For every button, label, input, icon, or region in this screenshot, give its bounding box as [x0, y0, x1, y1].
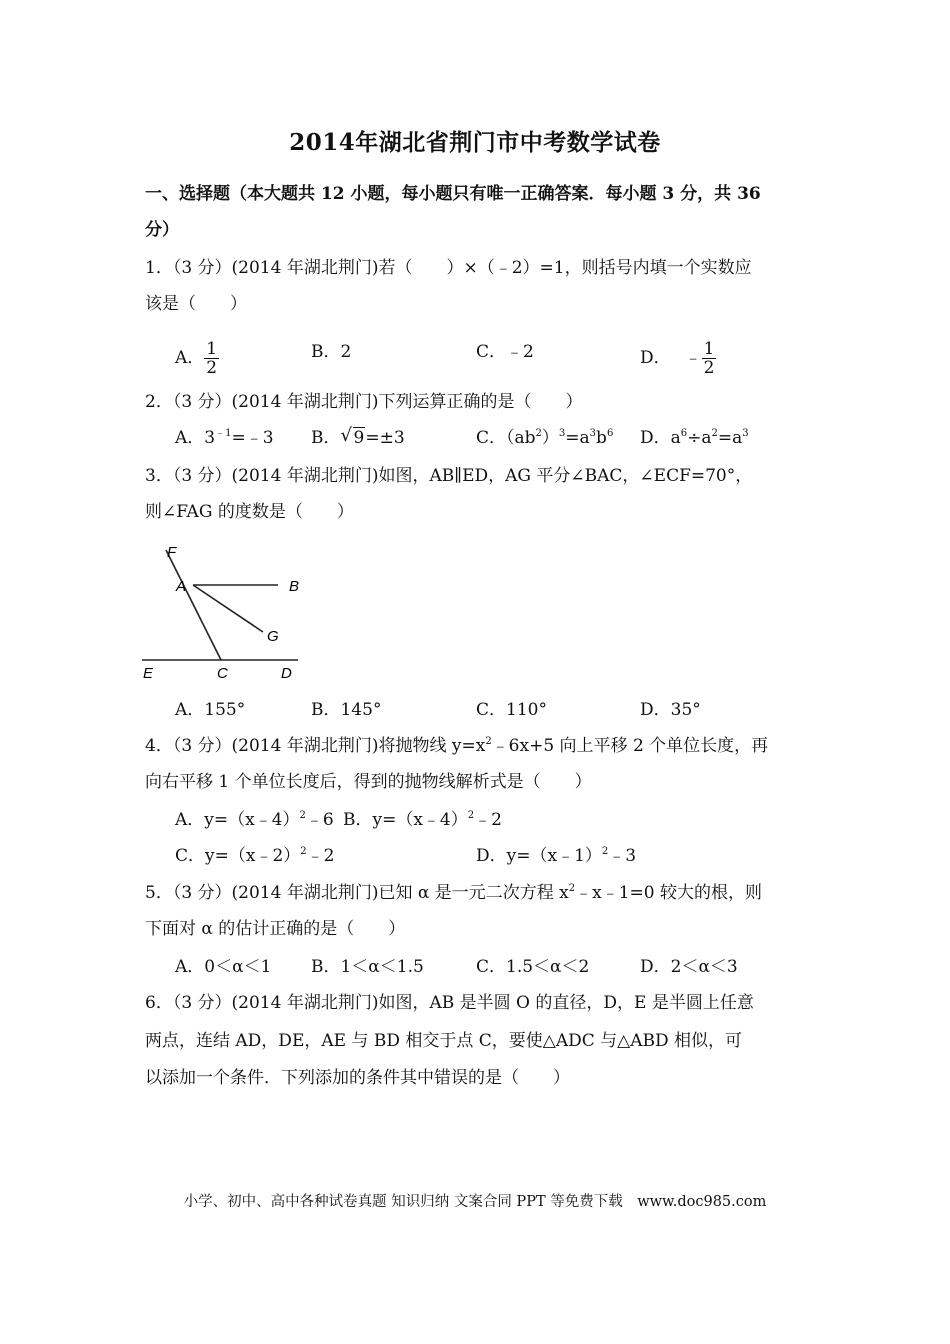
q4-exponent: 2 — [485, 736, 492, 747]
question-5-text-cont: 下面对 α 的估计正确的是（ ） — [145, 919, 406, 939]
q2-b-label: B． — [311, 428, 341, 448]
q2-c-exp2: 3 — [558, 428, 566, 439]
question-1-text: 1．（3 分）(2014 年湖北荆门)若（ ）×（﹣2）=1，则括号内填一个实数应 — [145, 258, 752, 278]
q4-option-d — [476, 844, 636, 868]
q4-d-part: D．y=（x﹣1） — [476, 846, 602, 866]
q2-option-b — [311, 426, 405, 450]
section-heading: 一、选择题（本大题共 12 小题，每小题只有唯一正确答案．每小题 3 分，共 36 — [145, 184, 761, 204]
fraction-numerator: 1 — [703, 339, 715, 359]
q5-option-b: B．1＜α＜1.5 — [311, 957, 424, 977]
q1-option-d-fraction — [702, 340, 717, 377]
q1-option-d-sign: ﹣ — [684, 348, 702, 368]
geometry-figure — [138, 540, 313, 685]
question-4-text-cont: 向右平移 1 个单位长度后，得到的抛物线解析式是（ ） — [145, 772, 592, 792]
label-f: F — [167, 544, 177, 561]
q1-option-a — [175, 340, 219, 377]
q2-c-exp1: 2 — [535, 428, 542, 439]
q4-text-part: ﹣6x+5 向上平移 2 个单位长度，再 — [491, 736, 769, 756]
question-5-text — [145, 881, 762, 905]
q4-option-c — [175, 844, 334, 868]
q1-option-d-label: D． — [640, 348, 671, 368]
q2-b-result: =±3 — [365, 428, 405, 448]
q5-option-d: D．2＜α＜3 — [640, 957, 738, 977]
q2-option-a — [175, 426, 274, 450]
q4-c-part: ﹣2 — [306, 846, 335, 866]
q4-d-part: ﹣3 — [608, 846, 637, 866]
sqrt-symbol — [341, 426, 366, 450]
question-4-text — [145, 734, 768, 758]
q1-option-a-label: A． — [175, 348, 205, 368]
q5-text-part: 5．（3 分）(2014 年湖北荆门)已知 α 是一元二次方程 x — [145, 883, 569, 903]
q4-a-part: ﹣6 — [305, 810, 334, 830]
q5-option-c: C．1.5＜α＜2 — [476, 957, 590, 977]
q2-d-part: =a — [717, 428, 743, 448]
q5-option-a: A．0＜α＜1 — [175, 957, 272, 977]
q4-text-part: 4．（3 分）(2014 年湖北荆门)将抛物线 y=x — [145, 736, 486, 756]
q2-c-part: ） — [541, 428, 559, 448]
q1-option-d — [640, 340, 716, 377]
q2-c-part: =a — [565, 428, 590, 448]
page-footer: 小学、初中、高中各种试卷真题 知识归纳 文案合同 PPT 等免费下载 www.doc985.com — [183, 1194, 767, 1210]
q4-b-part: ﹣2 — [474, 810, 502, 830]
q2-option-c — [476, 426, 613, 450]
label-e: E — [143, 665, 154, 682]
q3-option-a: A．155° — [175, 700, 246, 720]
q2-d-part: ÷a — [687, 428, 712, 448]
page-title: 2014年湖北省荆门市中考数学试卷 — [289, 129, 661, 156]
question-6-text: 6．（3 分）(2014 年湖北荆门)如图，AB 是半圆 O 的直径，D，E 是半圆上任意 — [145, 993, 754, 1013]
q2-a-exponent: ﹣1 — [215, 428, 232, 439]
q2-c-part: C．（ab — [476, 428, 536, 448]
q5-text-part: ﹣x﹣1=0 较大的根，则 — [575, 883, 762, 903]
q1-option-a-fraction — [204, 340, 219, 377]
fraction-denominator: 2 — [703, 358, 715, 378]
q3-option-b: B．145° — [311, 700, 382, 720]
q4-a-exp: 2 — [299, 810, 306, 821]
q4-d-exp: 2 — [601, 846, 609, 857]
q5-exponent: 2 — [568, 883, 576, 894]
q2-a-result: =﹣3 — [231, 428, 274, 448]
question-6-text-cont2: 以添加一个条件．下列添加的条件其中错误的是（ ） — [145, 1068, 570, 1088]
line-fc — [166, 550, 221, 660]
section-heading-cont: 分） — [145, 220, 179, 240]
q2-c-exp3: 3 — [589, 428, 597, 439]
q4-b-part: B．y=（x﹣4） — [343, 810, 468, 830]
q4-c-exp: 2 — [300, 846, 307, 857]
radical-sign: √ — [340, 425, 352, 446]
label-c: C — [217, 665, 228, 682]
q2-d-part: D．a — [640, 428, 681, 448]
question-3-text: 3．（3 分）(2014 年湖北荆门)如图，AB∥ED，AG 平分∠BAC，∠ECF=70°， — [145, 466, 753, 486]
q2-c-part: b — [596, 428, 607, 448]
q4-c-part: C．y=（x﹣2） — [175, 846, 301, 866]
fraction-denominator: 2 — [206, 358, 218, 378]
q3-option-d: D．35° — [640, 700, 701, 720]
label-d: D — [281, 665, 292, 682]
q4-option-a — [175, 808, 334, 832]
label-b: B — [289, 578, 300, 595]
q4-b-exp: 2 — [467, 810, 475, 821]
q3-option-c: C．110° — [476, 700, 547, 720]
question-1-text-cont: 该是（ ） — [145, 294, 247, 314]
q4-a-part: A．y=（x﹣4） — [175, 810, 300, 830]
question-2-text: 2．（3 分）(2014 年湖北荆门)下列运算正确的是（ ） — [145, 392, 583, 412]
q1-option-b: B．2 — [311, 342, 352, 362]
q2-d-exp2: 2 — [711, 428, 718, 439]
q4-option-b — [343, 808, 502, 832]
q2-d-exp3: 3 — [742, 428, 749, 439]
q1-option-c: C．﹣2 — [476, 342, 534, 362]
question-6-text-cont: 两点，连结 AD，DE，AE 与 BD 相交于点 C，要使△ADC 与△ABD 相似，可 — [145, 1031, 743, 1051]
q2-c-exp4: 6 — [606, 428, 614, 439]
q2-a-base: A．3 — [175, 428, 216, 448]
label-g: G — [267, 628, 279, 645]
fraction-numerator: 1 — [206, 339, 218, 359]
label-a: A — [176, 578, 187, 595]
question-3-text-cont: 则∠FAG 的度数是（ ） — [145, 502, 354, 522]
radicand: 9 — [353, 428, 365, 448]
q2-d-exp1: 6 — [680, 428, 688, 439]
q2-option-d — [640, 426, 749, 450]
